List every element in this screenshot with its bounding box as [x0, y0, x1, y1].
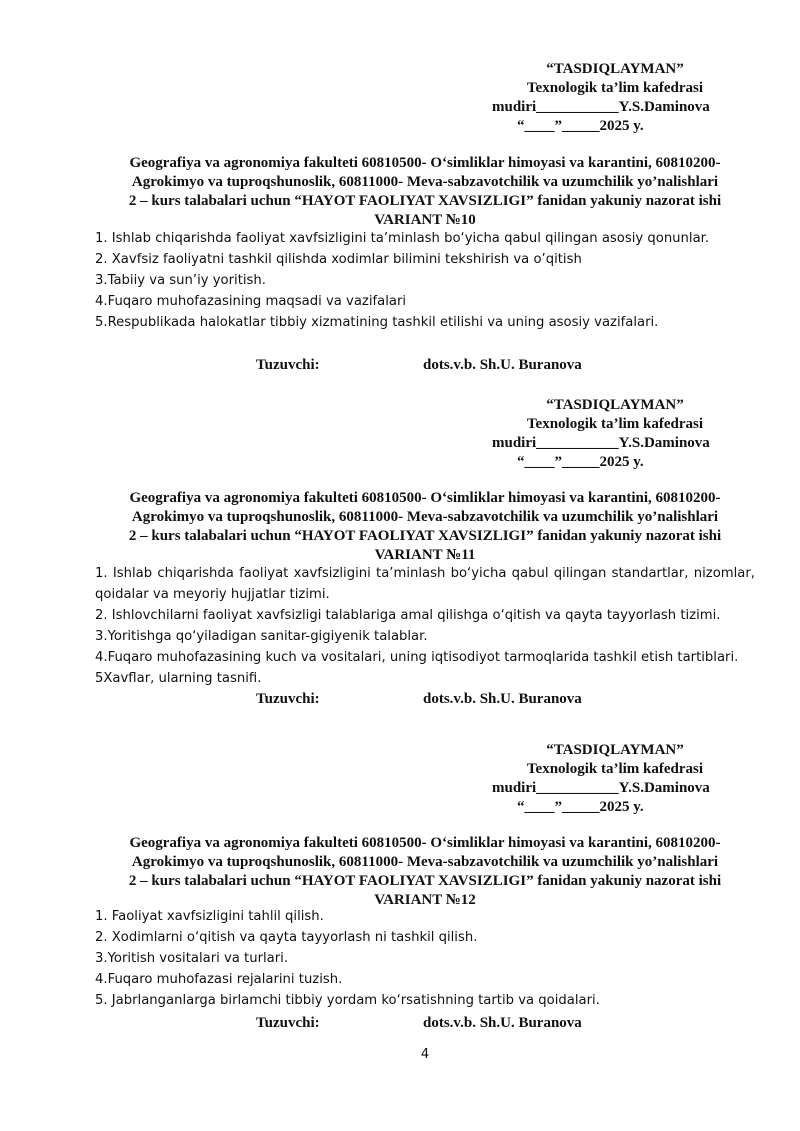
heading-line: Agrokimyo va tuproqshunoslik, 60811000- Meva-sabzavotchilik va uzumchilik yo’nalishlari — [131, 509, 719, 525]
approval-stamp: “TASDIQLAYMAN” — [546, 742, 684, 758]
question-item: 2. Xavfsiz faoliyatni tashkil qilishda xodimlar bilimini tekshirish va o’qitish — [95, 252, 582, 267]
department-name: Texnologik ta’lim kafedrasi — [526, 416, 704, 432]
question-item: 3.Yoritishga qo‘yiladigan sanitar-gigiyenik talablar. — [95, 629, 428, 644]
signature-name: dots.v.b. Sh.U. Buranova — [423, 1015, 582, 1031]
signature-role: Tuzuvchi: — [256, 691, 320, 707]
heading-line: Agrokimyo va tuproqshunoslik, 60811000- Meva-sabzavotchilik va uzumchilik yo’nalishlari — [131, 174, 719, 190]
approval-block — [480, 60, 750, 136]
approval-stamp: “TASDIQLAYMAN” — [546, 397, 684, 413]
approval-date: “____”_____2025 y. — [517, 118, 644, 134]
variant-title: VARIANT №10 — [374, 212, 476, 228]
question-item: 1. Ishlab chiqarishda faoliyat xavfsizligini ta’minlash bo‘yicha qabul qilingan asosiy qonunlar. — [95, 231, 710, 246]
question-item: 2. Ishlovchilarni faoliyat xavfsizligi talablariga amal qilishga o‘qitish va qayta tayyorlash tizimi. — [95, 608, 721, 623]
question-item: 4.Fuqaro muhofazasining kuch va vositalari, uning iqtisodiyot tarmoqlarida tashkil etish tartiblari. — [95, 650, 739, 665]
exam-heading — [90, 489, 760, 565]
question-item: 5. Jabrlanganlarga birlamchi tibbiy yordam ko‘rsatishning tartib va qoidalari. — [95, 993, 600, 1008]
approval-stamp: “TASDIQLAYMAN” — [546, 61, 684, 77]
heading-line: Agrokimyo va tuproqshunoslik, 60811000- Meva-sabzavotchilik va uzumchilik yo’nalishlari — [131, 854, 719, 870]
heading-line: 2 – kurs talabalari uchun “HAYOT FAOLIYAT XAVSIZLIGI” fanidan yakuniy nazorat ishi — [128, 873, 722, 889]
heading-line: Geografiya va agronomiya fakulteti 60810500- O‘simliklar himoyasi va karantini, 60810200- — [129, 155, 721, 171]
question-list — [95, 563, 755, 689]
exam-heading — [90, 834, 760, 910]
question-item: 2. Xodimlarni o‘qitish va qayta tayyorlash ni tashkil qilish. — [95, 930, 478, 945]
question-item: 4.Fuqaro muhofazasi rejalarini tuzish. — [95, 972, 343, 987]
department-name: Texnologik ta’lim kafedrasi — [526, 80, 704, 96]
heading-line: 2 – kurs talabalari uchun “HAYOT FAOLIYAT XAVSIZLIGI” fanidan yakuniy nazorat ishi — [128, 193, 722, 209]
department-head: mudiri___________Y.S.Daminova — [492, 99, 710, 115]
approval-date: “____”_____2025 y. — [517, 799, 644, 815]
exam-heading — [90, 154, 760, 230]
department-head: mudiri___________Y.S.Daminova — [492, 780, 710, 796]
signature-role: Tuzuvchi: — [256, 357, 320, 373]
approval-block — [480, 396, 750, 472]
question-item: 5.Respublikada halokatlar tibbiy xizmatining tashkil etilishi va uning asosiy vazifalari. — [95, 315, 659, 330]
question-list — [95, 228, 755, 333]
question-item: 1. Ishlab chiqarishda faoliyat xavfsizligini ta’minlash bo‘yicha qabul qilingan standartlar, nizomlar, qoidalar va meyoriy hujjatlar tizimi. — [95, 566, 755, 602]
question-item: 4.Fuqaro muhofazasining maqsadi va vazifalari — [95, 294, 407, 309]
signature-name: dots.v.b. Sh.U. Buranova — [423, 357, 582, 373]
question-item: 3.Tabiiy va sun’iy yoritish. — [95, 273, 266, 288]
heading-line: Geografiya va agronomiya fakulteti 60810500- O‘simliklar himoyasi va karantini, 60810200- — [129, 835, 721, 851]
question-list — [95, 906, 755, 1011]
department-head: mudiri___________Y.S.Daminova — [492, 435, 710, 451]
heading-line: Geografiya va agronomiya fakulteti 60810500- O‘simliklar himoyasi va karantini, 60810200- — [129, 490, 721, 506]
heading-line: 2 – kurs talabalari uchun “HAYOT FAOLIYAT XAVSIZLIGI” fanidan yakuniy nazorat ishi — [128, 528, 722, 544]
question-item: 1. Faoliyat xavfsizligini tahlil qilish. — [95, 909, 324, 924]
department-name: Texnologik ta’lim kafedrasi — [526, 761, 704, 777]
question-item: 5Xavflar, ularning tasnifi. — [95, 671, 262, 686]
question-item: 3.Yoritish vositalari va turlari. — [95, 951, 289, 966]
variant-title: VARIANT №12 — [374, 892, 476, 908]
approval-block — [480, 741, 750, 817]
approval-date: “____”_____2025 y. — [517, 454, 644, 470]
signature-role: Tuzuvchi: — [256, 1015, 320, 1031]
variant-title: VARIANT №11 — [374, 547, 476, 563]
page-number: 4 — [420, 1047, 430, 1062]
signature-name: dots.v.b. Sh.U. Buranova — [423, 691, 582, 707]
